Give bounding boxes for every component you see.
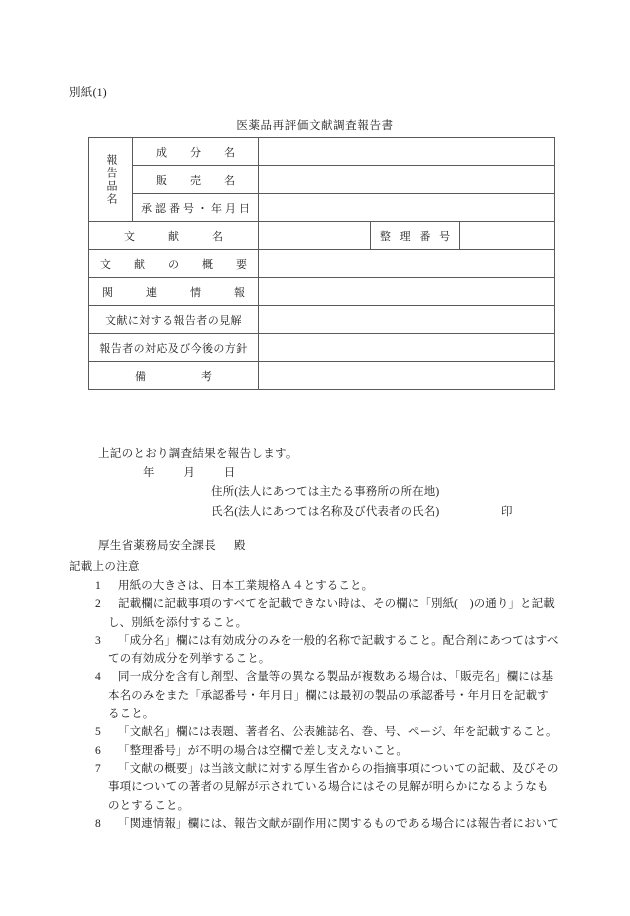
product-group-label-cell (89, 138, 133, 222)
table-row-approval-number-date (89, 194, 555, 222)
note-text (108, 760, 621, 815)
report-statement: 上記のとおり調査結果を報告します。 (98, 448, 298, 460)
note-line: 事項についての著者の見解が示されている場合にはその見解が明らかになるようなも (108, 781, 549, 794)
label-literature-name: 文 献 名 (89, 222, 259, 250)
date-day-label: 日 (223, 467, 236, 479)
note-line: ての有効成分を列挙すること。 (108, 653, 271, 666)
note-item (69, 668, 621, 723)
note-text (108, 668, 621, 723)
name-line: 氏名(法人にあつては名称及び代表者の氏名) (211, 506, 440, 518)
field-brand-name[interactable] (259, 166, 555, 194)
table-row-related-information (89, 278, 555, 306)
note-number: 6 (95, 744, 101, 757)
notes-list (69, 577, 621, 833)
field-reporter-response-policy[interactable] (259, 334, 555, 362)
note-item (69, 723, 621, 741)
addressee-honorific: 殿 (234, 540, 246, 552)
note-item (69, 760, 621, 815)
address-line: 住所(法人にあつては主たる事務所の所在地) (211, 486, 440, 498)
note-text (108, 632, 621, 669)
note-item (69, 595, 621, 632)
table-row-reporter-response-policy (89, 334, 555, 362)
note-line: のとすること。 (108, 799, 190, 812)
note-line: 「整理番号」が不明の場合は空欄で差し支えないこと。 (118, 744, 408, 757)
note-item (69, 632, 621, 669)
label-reporter-response-policy: 報告者の対応及び今後の方針 (89, 334, 259, 362)
table-row-brand-name (89, 166, 555, 194)
note-item (69, 742, 621, 760)
label-ingredient-name: 成 分 名 (133, 138, 259, 166)
field-ingredient-name[interactable] (259, 138, 555, 166)
table-row-literature-name (89, 222, 555, 250)
seal-mark: 印 (501, 506, 513, 518)
label-reporter-opinion: 文献に対する報告者の見解 (89, 306, 259, 334)
note-text (118, 815, 621, 833)
table-row-remarks (89, 362, 555, 390)
note-text (118, 723, 621, 741)
note-line: 「文献の概要」は当該文献に対する厚生省からの指摘事項についての記載、及びその (118, 762, 559, 775)
field-literature-name[interactable] (259, 222, 371, 250)
note-line: し、別紙を添付すること。 (108, 616, 248, 629)
note-line: 本名のみをまた「承認番号・年月日」欄には最初の製品の承認番号・年月日を記載す (108, 689, 549, 702)
table-row-ingredient-name (89, 138, 555, 166)
attachment-label: 別紙(1) (69, 87, 107, 99)
label-brand-name: 販 売 名 (133, 166, 259, 194)
note-item (69, 577, 621, 595)
note-number: 4 (95, 671, 101, 684)
page-title: 医薬品再評価文献調査報告書 (236, 120, 394, 132)
note-item (69, 815, 621, 833)
addressee-line (98, 537, 246, 553)
note-line: 用紙の大きさは、日本工業規格Ａ４とすること。 (118, 580, 374, 592)
note-line: 「関連情報」欄には、報告文献が副作用に関するものである場合には報告者において (118, 817, 559, 830)
note-text (118, 742, 621, 760)
addressee-name: 厚生省薬務局安全課長 (98, 540, 216, 552)
note-line: 同一成分を含有し剤型、含量等の異なる製品が複数ある場合は、「販売名」欄には基 (118, 671, 554, 684)
note-number: 8 (95, 817, 101, 830)
note-number: 1 (95, 580, 101, 592)
date-line (143, 464, 235, 480)
note-line: 「文献名」欄には表題、著者名、公表雑誌名、巻、号、ページ、年を記載すること。 (118, 726, 558, 739)
report-form-table (88, 137, 555, 390)
note-text (108, 595, 621, 632)
field-related-information[interactable] (259, 278, 555, 306)
field-literature-summary[interactable] (259, 250, 555, 278)
field-remarks[interactable] (259, 362, 555, 390)
date-month-label: 月 (183, 467, 195, 479)
table-row-reporter-opinion (89, 306, 555, 334)
label-approval-number-date: 承認番号・年月日 (133, 194, 259, 222)
notes-heading: 記載上の注意 (69, 561, 140, 573)
label-related-information: 関 連 情 報 (89, 278, 259, 306)
note-number: 2 (95, 598, 101, 611)
note-line: 記載欄に記載事項のすべてを記載できない時は、その欄に「別紙( )の通り」と記載 (118, 598, 555, 611)
field-reference-number[interactable] (460, 222, 555, 250)
note-text (118, 577, 621, 595)
date-year-label: 年 (143, 467, 155, 479)
product-group-label: 報告品名 (105, 153, 117, 206)
field-reporter-opinion[interactable] (259, 306, 555, 334)
note-line: 「成分名」欄には有効成分のみを一般的名称で記載すること。配合剤にあつてはすべ (118, 634, 559, 647)
note-number: 7 (95, 762, 101, 775)
label-reference-number: 整 理 番 号 (371, 222, 460, 250)
label-remarks: 備 考 (89, 362, 259, 390)
note-number: 3 (95, 634, 101, 647)
note-line: ること。 (108, 708, 155, 721)
label-literature-summary: 文 献 の 概 要 (89, 250, 259, 278)
note-number: 5 (95, 726, 101, 739)
field-approval-number-date[interactable] (259, 194, 555, 222)
table-row-literature-summary (89, 250, 555, 278)
